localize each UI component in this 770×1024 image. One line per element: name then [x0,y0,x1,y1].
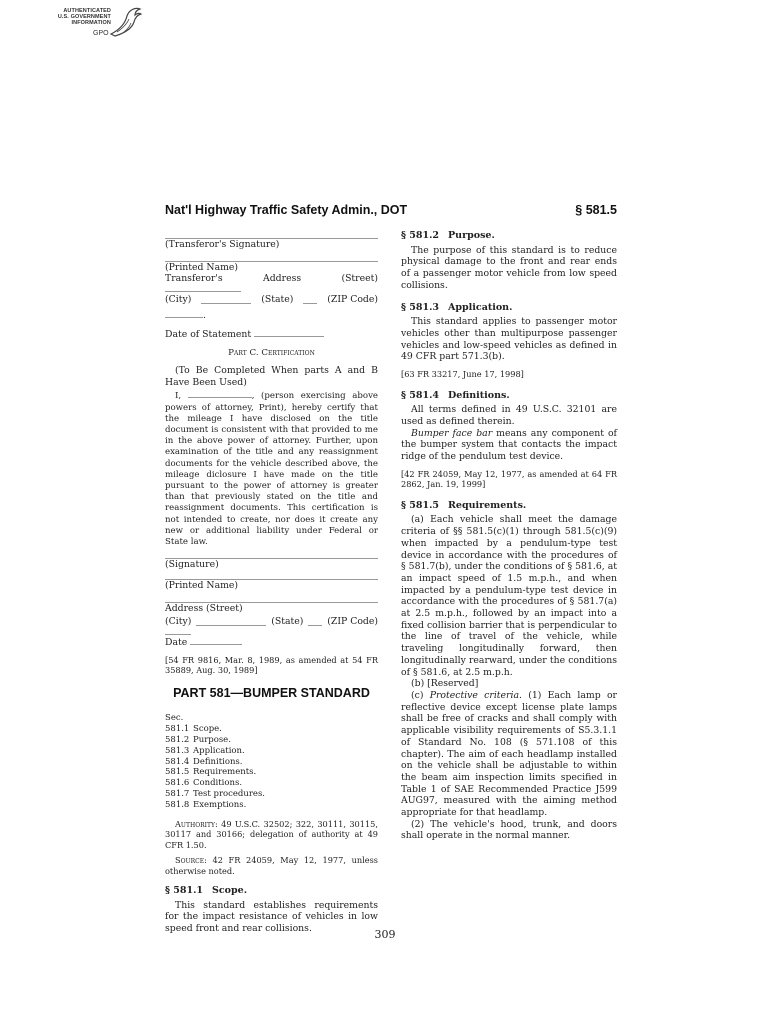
authority-text: 49 U.S.C. 32502; 322, 30111, 30115, 30117 and 30166; delegation of authority at 49 CFR 1.50. [165,818,378,850]
table-of-contents [165,713,378,810]
toc-label: Requirements. [193,767,257,778]
section-heading-581-5 [401,500,617,512]
toc-item[interactable] [165,724,378,735]
scope-body: This standard establishes requirements for the impact resistance of vehicles in low speed front and rear collisions. [165,899,378,935]
section-num: § 581.3 [401,301,440,313]
section-title: Purpose. [448,230,495,241]
date-blank [254,327,324,337]
part-title: PART 581—BUMPER STANDARD [173,685,370,700]
definitions-citation: [42 FR 24059, May 12, 1977, as amended at 64 FR 2862, Jan. 19, 1999] [401,468,617,490]
printed-name-label: (Printed Name) [165,579,239,591]
signature-label: (Signature) [165,559,219,571]
printed-name-label: (Printed Name) [165,261,239,273]
body-prefix: I, [175,391,182,402]
address-row [165,273,378,285]
city-label: (City) [165,294,192,306]
transferor-signature-label: (Transferor's Signature) [165,239,280,250]
city-label: (City) [165,616,192,628]
section-heading-581-4 [401,390,617,402]
part-c-instruction: (To Be Completed When parts A and B Have Been Used) [165,364,378,388]
section-num: § 581.1 [165,885,204,897]
toc-item[interactable] [165,767,378,778]
name-blank [188,388,252,398]
authority-note [165,819,378,851]
toc-label: Definitions. [193,756,243,767]
para-prefix: (c) [411,690,430,701]
date-of-statement-label: Date of Statement [165,328,252,340]
date-blank [190,635,242,645]
zip-label: (ZIP Code) [327,616,378,628]
zip-blank [165,308,203,318]
logo-text [55,8,111,27]
gpo-authentication-logo [55,4,145,44]
logo-line: U.S. GOVERNMENT [57,14,111,21]
section-title: Requirements. [448,499,527,511]
date-label: Date [165,636,188,648]
toc-number: 581.8 [165,799,190,810]
source-label: Source: [175,855,207,866]
right-column [401,230,617,842]
toc-label: Exemptions. [193,799,247,810]
definition-text: means any component of the bumper system that contacts the impact ridge of the pendulum test device. [401,427,617,463]
toc-item[interactable] [165,735,378,746]
bumper-face-bar-definition [401,428,617,463]
toc-label: Conditions. [193,778,243,789]
source-note [165,855,378,876]
running-head [165,203,617,219]
logo-gpo: GPO [93,30,109,37]
section-num: § 581.5 [401,499,440,511]
page-number: 309 [374,928,396,941]
citation: [54 FR 9816, Mar. 8, 1989, as amended at 54 FR 35889, Aug. 30, 1989] [165,654,378,676]
agency-title: Nat'l Highway Traffic Safety Admin., DOT [165,203,408,217]
address-label: Address (Street) [165,602,243,614]
toc-number: 581.5 [165,767,190,778]
toc-label: Purpose. [193,734,231,745]
section-title: Scope. [212,885,248,897]
toc-number: 581.4 [165,756,190,767]
city-blank [196,616,266,626]
requirements-para-c [401,690,617,819]
application-body: This standard applies to passenger motor vehicles other than multipurpose passenger vehicles and low-speed vehicles as defined in 49 CFR part 571.3(b). [401,316,617,363]
address-label-2: Address [263,273,302,285]
toc-item[interactable] [165,789,378,800]
defined-term: Bumper face bar [411,427,493,439]
address-line [165,291,241,292]
para-term: Protective criteria. [429,690,522,701]
part-c-body [165,388,378,548]
section-heading-581-2 [401,230,617,242]
toc-number: 581.6 [165,778,190,789]
toc-item[interactable] [165,746,378,757]
toc-header: Sec. [165,713,184,724]
authority-label: Authority: [175,818,218,829]
requirements-para-a: (a) Each vehicle shall meet the damage criteria of §§ 581.5(c)(1) through 581.5(c)(9) when impacted by a pendulum-type test device in accordance with the procedures of § 581.7(b), under the conditions of § 581.6, at an impact speed of 1.5 m.p.h., and when impacted by a pendulum-type test device in accordance with the procedures of § 581.7(a) at 2.5 m.p.h., followed by an impact into a fixed collision barrier that is perpendicular to the line of travel of the vehicle, while traveling longitudinally forward, then longitudinally rearward, under the conditions of § 581.6, at 2.5 m.p.h. [401,514,617,678]
section-heading-581-3 [401,302,617,314]
para-body: (1) Each lamp or reflective device except license plate lamps shall be free of cracks and shall comply with applicable visibility requirements of S5.3.1.1 of Standard No. 108 (§ 571.108 of this chapter). The aim of each headlamp installed on the vehicle shall be adjustable to within the beam aim inspection limits specified in Table 1 of SAE Recommended Practice J599 AUG97, measured with the aiming method appropriate for that headlamp. [401,690,617,819]
eagle-icon [107,4,143,40]
requirements-para-b: (b) [Reserved] [411,678,479,690]
toc-item[interactable] [165,800,378,811]
logo-line: AUTHENTICATED [63,8,111,14]
toc-label: Test procedures. [193,788,266,799]
state-blank [303,294,317,304]
date-row [165,635,378,649]
toc-number: 581.3 [165,745,190,756]
section-number: § 581.5 [575,203,617,217]
section-heading-581-1 [165,885,378,897]
toc-number: 581.7 [165,788,190,799]
part-c-title: Part C. Certification [228,348,315,359]
address-label-1: Transferor's [165,273,223,285]
state-blank [308,616,322,626]
toc-item[interactable] [165,757,378,768]
definitions-body: All terms defined in 49 U.S.C. 32101 are used as defined therein. [401,404,617,427]
left-column: (Transferor's Signature) (Printed Name) Transferor's Address (Street) (City) (State) (ZIP Code) . Date of Statement Part C. Certification (To Be Completed When parts A and B Have Been Used) I, , (person exercising above powers of attorney, Print), hereby certify that the mileage I have disclosed on the title document is consistent with that provided to me in the above power of attorney. Further, upon examination of the title and any reassignment documents for the vehicle described above, the mileage diclosure I have made on the title pursuant to the power of attorney is greater than that previously stated on the title and reassignment documents. This certification is not intended to create, nor does it create any new or additional liability under Federal or State law. (Signature) (Printed Name) Address (Street) (City) (State) (ZIP Code) Date [54 FR 9816, Mar. 8, 1989, as amended at 54 FR 35889, Aug. 30, 1989] PART 581—BUMPER STANDARD Sec. 581.1 Scope. 581.2 Purpose. 581.3 Application. 581.4 Definitions. 581.5 Requirements. 581.6 Conditions. 581.7 Test procedures. 581.8 Exemptions. Authority: 49 U.S.C. 32502; 322, 30111, 30115, 30117 and 30166; delegation of authority at 49 CFR 1.50. Source: 42 FR 24059, May 12, 1977, unless otherwise noted. § 581.1 Scope. This standard establishes requirements for the impact resistance of vehicles in low speed front and rear collisions. [165,239,379,935]
source-text: 42 FR 24059, May 12, 1977, unless otherwise noted. [165,855,378,876]
purpose-body: The purpose of this standard is to reduce physical damage to the front and rear ends of a passenger motor vehicle from low speed collisions. [401,244,617,291]
toc-label: Application. [193,745,245,756]
date-of-statement-row [165,327,378,341]
toc-number: 581.2 [165,734,190,745]
address-label-3: (Street) [341,273,378,285]
logo-line: INFORMATION [71,20,111,27]
requirements-para-c2: (2) The vehicle's hood, trunk, and doors shall operate in the normal manner. [401,818,617,842]
application-citation: [63 FR 33217, June 17, 1998] [401,369,524,380]
section-num: § 581.4 [401,389,440,401]
city-state-zip-row [165,294,378,306]
toc-label: Scope. [193,724,222,735]
city-blank [201,294,251,304]
city-state-zip-row [165,616,378,628]
toc-number: 581.1 [165,724,190,735]
state-label: (State) [271,616,304,628]
section-title: Application. [448,301,513,313]
state-label: (State) [261,294,294,306]
section-title: Definitions. [448,389,510,401]
section-num: § 581.2 [401,230,440,241]
toc-item[interactable] [165,778,378,789]
certification-text: , (person exercising above powers of attorney, Print), hereby certify that the mileage I have disclosed on the title document is consistent with that provided to me in the above power of attorney. Further, upon examination of the title and any reassignment documents for the vehicle described above, the mileage diclosure I have made on the title pursuant to the power of attorney is greater than that previously stated on the title and reassignment documents. This certification is not intended to create, nor does it create any new or additional liability under Federal or State law. [165,391,379,547]
zip-label: (ZIP Code) [327,294,378,306]
